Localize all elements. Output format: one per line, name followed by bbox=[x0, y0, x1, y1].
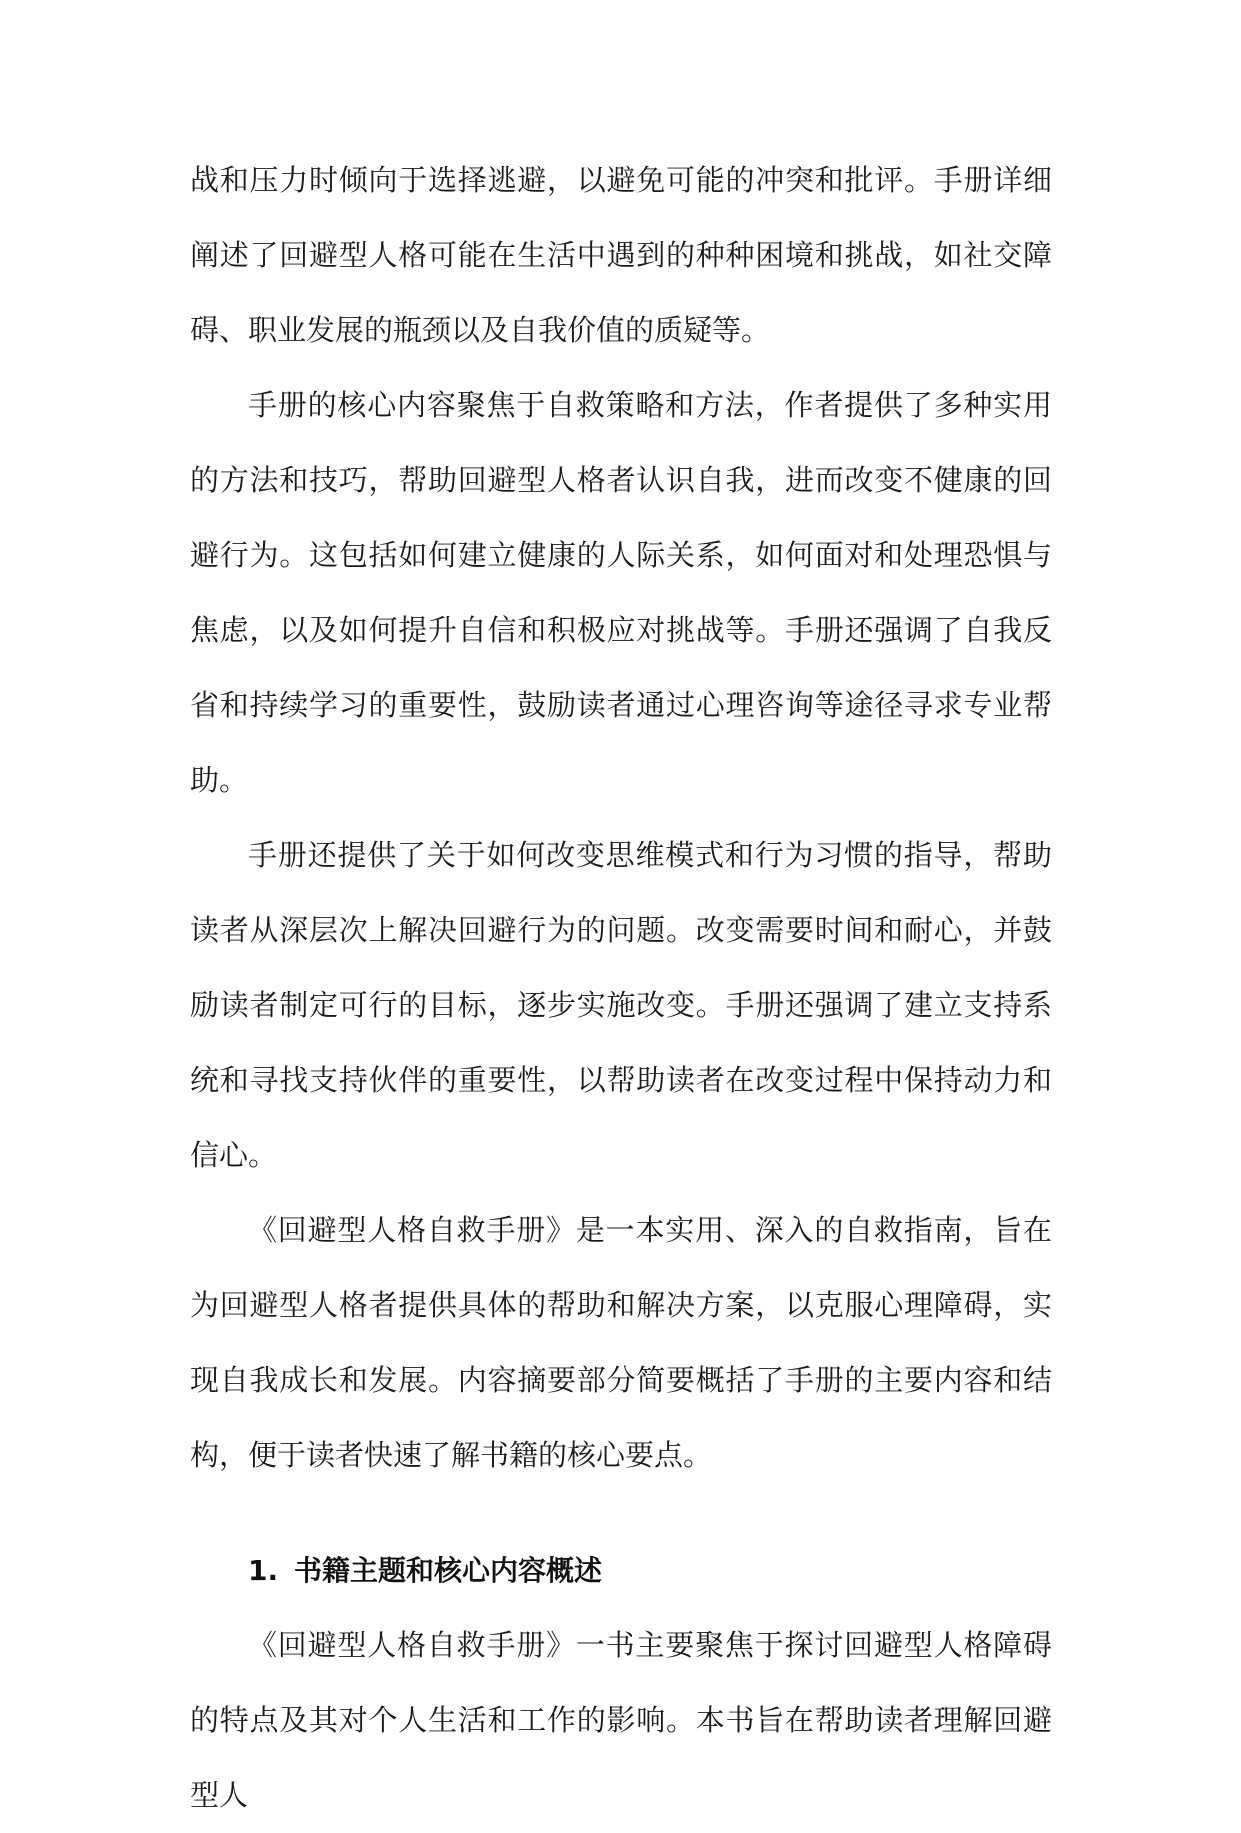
paragraph-continued: 战和压力时倾向于选择逃避，以避免可能的冲突和批评。手册详细阐述了回避型人格可能在生活中遇到的种种困境和挑战，如社交障碍、职业发展的瓶颈以及自我价值的质疑等。 bbox=[190, 163, 1052, 347]
paragraph-core-strategies: 手册的核心内容聚焦于自救策略和方法，作者提供了多种实用的方法和技巧，帮助回避型人格者认识自我，进而改变不健康的回避行为。这包括如何建立健康的人际关系，如何面对和处理恐惧与焦虑，以及如何提升自信和积极应对挑战等。手册还强调了自我反省和持续学习的重要性，鼓励读者通过心理咨询等途径寻求专业帮助。 bbox=[190, 388, 1052, 797]
document-body bbox=[190, 143, 1052, 1833]
paragraph-section-intro: 《回避型人格自救手册》一书主要聚焦于探讨回避型人格障碍的特点及其对个人生活和工作的影响。本书旨在帮助读者理解回避型人 bbox=[190, 1628, 1052, 1812]
section-number: 1. bbox=[248, 1554, 279, 1587]
section-heading bbox=[190, 1533, 1052, 1608]
section-title: 书籍主题和核心内容概述 bbox=[294, 1554, 603, 1587]
paragraph-thinking-patterns: 手册还提供了关于如何改变思维模式和行为习惯的指导，帮助读者从深层次上解决回避行为的问题。改变需要时间和耐心，并鼓励读者制定可行的目标，逐步实施改变。手册还强调了建立支持系统和寻找支持伙伴的重要性，以帮助读者在改变过程中保持动力和信心。 bbox=[190, 838, 1052, 1172]
paragraph-summary: 《回避型人格自救手册》是一本实用、深入的自救指南，旨在为回避型人格者提供具体的帮助和解决方案，以克服心理障碍，实现自我成长和发展。内容摘要部分简要概括了手册的主要内容和结构，便于读者快速了解书籍的核心要点。 bbox=[190, 1213, 1052, 1472]
